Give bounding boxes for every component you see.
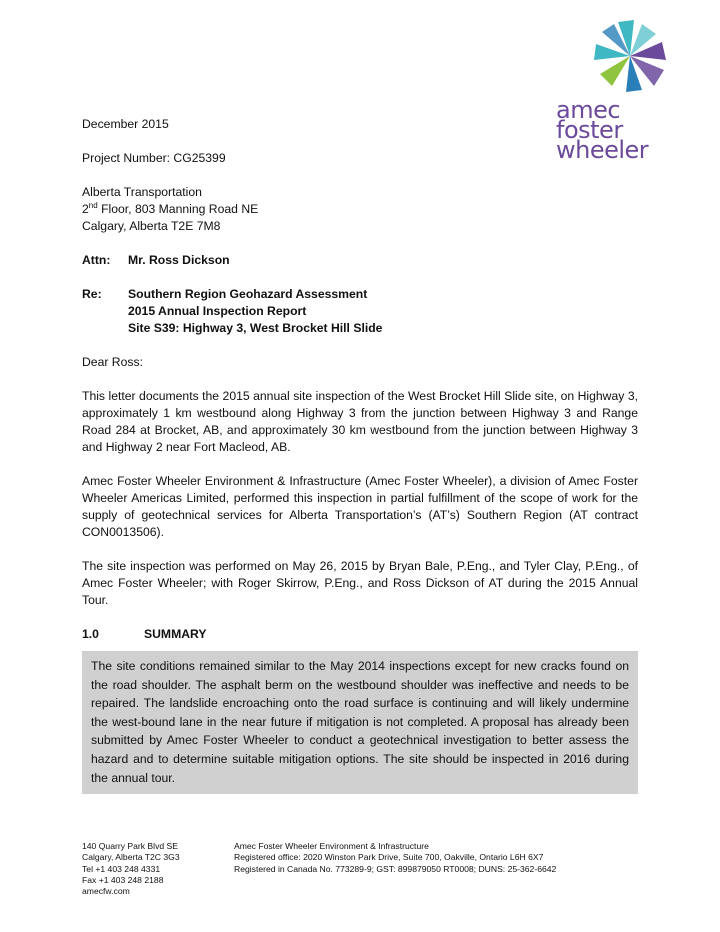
paragraph-1: This letter documents the 2015 annual site inspection of the West Brocket Hill Slide site, on Highway 3, approximately 1 km westbound along Highway 3 from the junction between Highway 3 and Range Road 284 at Brocket, AB, and approximately 30 km westbound from the junction between Highway 3 and Highway 2 near Fort Macleod, AB. — [82, 389, 638, 454]
letter-date: December 2015 — [82, 117, 169, 131]
project-number: Project Number: CG25399 — [82, 151, 226, 165]
salutation: Dear Ross: — [82, 355, 143, 369]
footer-fax: Fax +1 403 248 2188 — [82, 874, 164, 885]
footer-company-info — [234, 841, 642, 897]
summary-title: SUMMARY — [144, 627, 207, 641]
logo-line-amec: amec — [556, 96, 621, 124]
logo-line-foster: foster — [556, 116, 623, 144]
attn-label: Attn: — [82, 253, 111, 267]
letter-body — [82, 116, 638, 794]
footer-address-city: Calgary, Alberta T2C 3G3 — [82, 852, 180, 863]
attention-line — [82, 252, 638, 269]
summary-box: The site conditions remained similar to the May 2014 inspections except for new cracks found on the road shoulder. The asphalt berm on the westbound shoulder was ineffective and needs to be repaired. The landslide encroaching onto the road surface is continuing and will likely undermine the west-bound lane in the near future if mitigation is not completed. A proposal has already been submitted by Amec Foster Wheeler to conduct a geotechnical investigation to better assess the hazard and to determine suitable mitigation options. The site should be inspected in 2016 during the annual tour. — [82, 651, 638, 794]
paragraph-3: The site inspection was performed on May 26, 2015 by Bryan Bale, P.Eng., and Tyler Clay, P.Eng., of Amec Foster Wheeler; with Roger Skirrow, P.Eng., and Ross Dickson of AT during the 2015 Annual Tour. — [82, 559, 638, 607]
recipient-address — [82, 184, 638, 235]
paragraph-2: Amec Foster Wheeler Environment & Infrastructure (Amec Foster Wheeler), a division of Amec Foster Wheeler Americas Limited, performed this inspection in partial fulfillment of the scope of work for the supply of geotechnical services for Alberta Transportation’s (AT’s) Southern Region (AT contract CON0013506). — [82, 474, 638, 539]
re-line-1: Southern Region Geohazard Assessment — [128, 287, 368, 301]
re-line-3: Site S39: Highway 3, West Brocket Hill Slide — [128, 321, 383, 335]
footer-tel: Tel +1 403 248 4331 — [82, 863, 161, 874]
logo-pinwheel-icon — [590, 20, 670, 92]
re-label: Re: — [82, 287, 102, 301]
footer-website: amecfw.com — [82, 886, 130, 897]
subject-block — [82, 286, 638, 337]
footer-company-name: Amec Foster Wheeler Environment & Infrastructure — [234, 841, 429, 851]
address-line-2: 2nd Floor, 803 Manning Road NE — [82, 200, 259, 216]
footer-registered-office: Registered office: 2020 Winston Park Drive, Suite 700, Oakville, Ontario L6H 6X7 — [234, 852, 544, 863]
summary-number: 1.0 — [82, 627, 99, 641]
address-line-1: Alberta Transportation — [82, 185, 202, 199]
footer-address-street: 140 Quarry Park Blvd SE — [82, 841, 179, 851]
logo-line-wheeler: wheeler — [556, 136, 649, 164]
summary-heading — [82, 626, 638, 643]
address-line-3: Calgary, Alberta T2E 7M8 — [82, 219, 221, 233]
attn-value: Mr. Ross Dickson — [128, 253, 230, 267]
footer-office-address — [82, 841, 234, 897]
re-line-2: 2015 Annual Inspection Report — [128, 304, 307, 318]
footer-registration: Registered in Canada No. 773289-9; GST: 899879050 RT0008; DUNS: 25-362-6642 — [234, 863, 557, 874]
page-footer — [82, 841, 642, 897]
